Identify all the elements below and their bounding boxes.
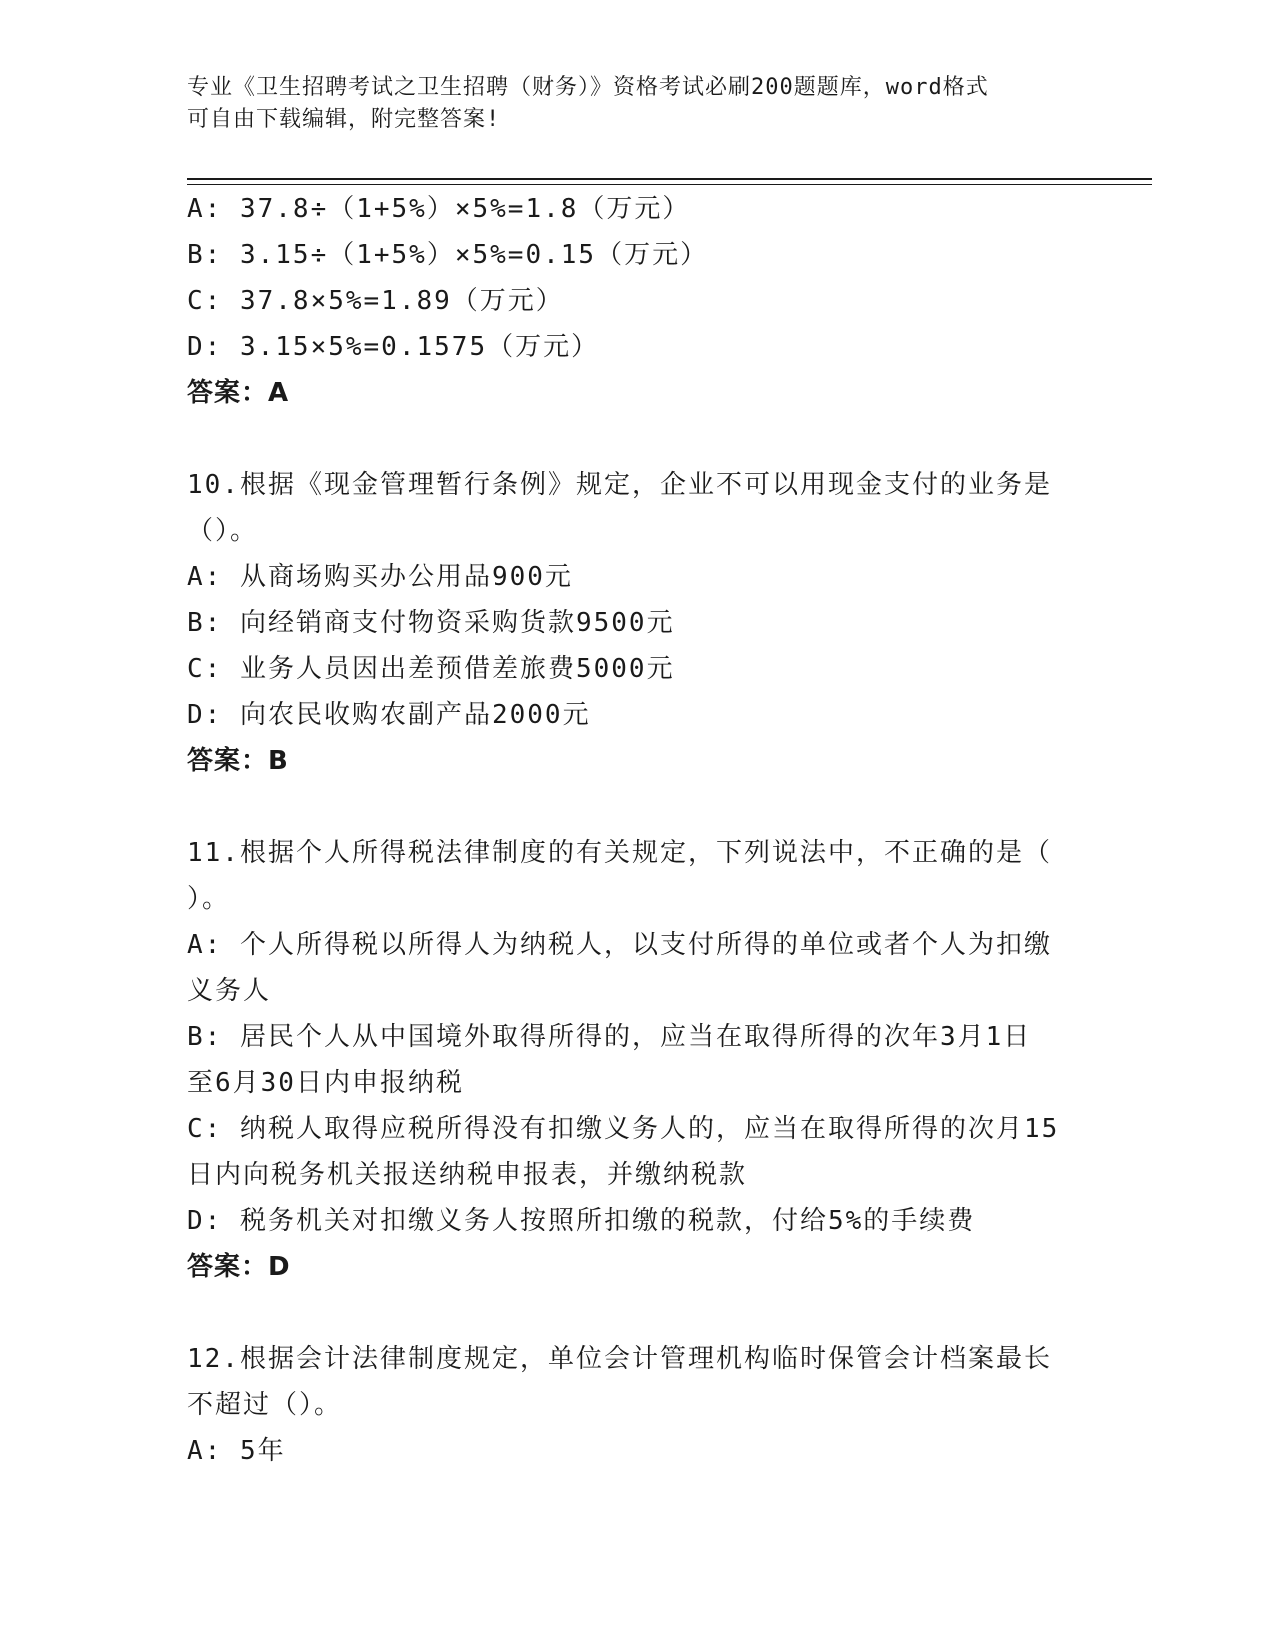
- question-11-option-b-line-2: 至6月30日内申报纳税: [187, 1068, 464, 1098]
- question-10-stem-line-2: （）。: [187, 516, 259, 546]
- header-divider-thick: [187, 178, 1152, 180]
- question-11-answer: 答案：D: [187, 1252, 291, 1282]
- question-spacer: [187, 784, 1087, 830]
- question-9-option-b: B: 3.15÷（1+5%）×5%=0.15（万元）: [187, 240, 709, 270]
- question-10-option-d: D: 向农民收购农副产品2000元: [187, 700, 591, 730]
- question-content: [187, 186, 1087, 1474]
- question-12-option-a: A: 5年: [187, 1436, 286, 1466]
- question-9-block: [187, 186, 1087, 416]
- question-11-option-c-line-1: C: 纳税人取得应税所得没有扣缴义务人的，应当在取得所得的次月15: [187, 1114, 1060, 1144]
- question-12-stem-line-1: 12.根据会计法律制度规定，单位会计管理机构临时保管会计档案最长: [187, 1344, 1052, 1374]
- question-11-stem-line-2: ）。: [187, 884, 231, 914]
- question-11-stem-line-1: 11.根据个人所得税法律制度的有关规定，下列说法中，不正确的是（: [187, 838, 1052, 868]
- question-11-block: [187, 830, 1087, 1290]
- question-10-option-a: A: 从商场购买办公用品900元: [187, 562, 573, 592]
- question-11-option-d: D: 税务机关对扣缴义务人按照所扣缴的税款，付给5%的手续费: [187, 1206, 976, 1236]
- question-12-block: [187, 1336, 1087, 1474]
- question-9-option-a: A: 37.8÷（1+5%）×5%=1.8（万元）: [187, 194, 691, 224]
- question-11-option-a-line-1: A: 个人所得税以所得人为纳税人，以支付所得的单位或者个人为扣缴: [187, 930, 1052, 960]
- question-spacer: [187, 416, 1087, 462]
- question-12-stem-line-2: 不超过（）。: [187, 1390, 343, 1420]
- question-9-answer: 答案：A: [187, 378, 290, 408]
- header-title-line-2: 可自由下载编辑，附完整答案!: [187, 107, 501, 132]
- question-10-option-c: C: 业务人员因出差预借差旅费5000元: [187, 654, 675, 684]
- question-11-option-a-line-2: 义务人: [187, 976, 272, 1006]
- question-11-option-b-line-1: B: 居民个人从中国境外取得所得的，应当在取得所得的次年3月1日: [187, 1022, 1032, 1052]
- question-spacer: [187, 1290, 1087, 1336]
- header-title-line-1: 专业《卫生招聘考试之卫生招聘（财务）》资格考试必刷200题题库，word格式: [187, 75, 989, 100]
- question-10-answer: 答案：B: [187, 746, 289, 776]
- question-10-option-b: B: 向经销商支付物资采购货款9500元: [187, 608, 675, 638]
- question-10-block: [187, 462, 1087, 784]
- document-header: [187, 72, 1087, 136]
- question-11-option-c-line-2: 日内向税务机关报送纳税申报表，并缴纳税款: [187, 1160, 748, 1190]
- header-divider-thin: [187, 184, 1152, 185]
- question-9-option-c: C: 37.8×5%=1.89（万元）: [187, 286, 564, 316]
- question-10-stem-line-1: 10.根据《现金管理暂行条例》规定，企业不可以用现金支付的业务是: [187, 470, 1052, 500]
- question-9-option-d: D: 3.15×5%=0.1575（万元）: [187, 332, 600, 362]
